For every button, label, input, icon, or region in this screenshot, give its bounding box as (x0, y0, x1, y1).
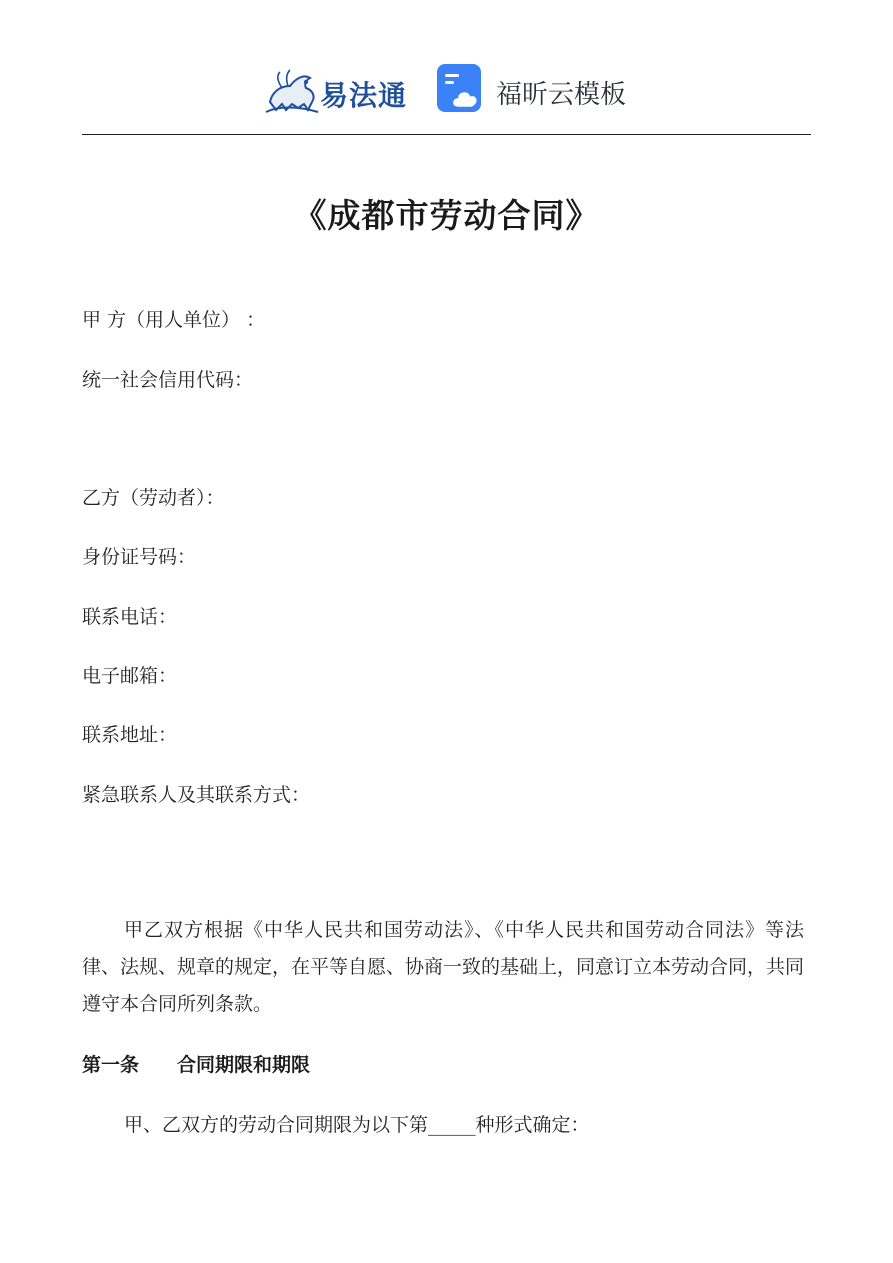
fuxin-cloud-text: 福昕云模板 (496, 80, 627, 110)
article-1-heading (82, 1050, 310, 1077)
yifatong-text: 易法通 (320, 79, 408, 112)
article-1-text: 甲、乙双方的劳动合同期限为以下第_____种形式确定： (124, 1114, 590, 1136)
header-logos (0, 60, 893, 122)
phone-label: 联系电话： (82, 606, 178, 628)
cloud-doc-icon (436, 62, 488, 114)
article-1-title: 合同期限和期限 (177, 1054, 311, 1076)
article-1-number: 第一条 (82, 1054, 140, 1076)
party-b-label: 乙方（劳动者）： (82, 487, 225, 509)
address-label: 联系地址： (82, 724, 178, 746)
qilin-icon (262, 64, 322, 118)
intro-paragraph: 甲乙双方根据《中华人民共和国劳动法》、《中华人民共和国劳动合同法》等法律、法规、规章的规定，在平等自愿、协商一致的基础上，同意订立本劳动合同，共同遵守本合同所列条款。 (82, 919, 805, 1015)
document-title: 《成都市劳动合同》 (293, 196, 600, 235)
party-a-label: 甲 方（用人单位） ： (82, 309, 266, 331)
emergency-contact-label: 紧急联系人及其联系方式： (82, 784, 311, 806)
fuxin-cloud-logo (436, 62, 636, 118)
yifatong-logo (262, 64, 412, 118)
header-divider (82, 134, 811, 135)
credit-code-label: 统一社会信用代码： (82, 369, 254, 391)
email-label: 电子邮箱： (82, 665, 178, 687)
id-number-label: 身份证号码： (82, 546, 197, 568)
